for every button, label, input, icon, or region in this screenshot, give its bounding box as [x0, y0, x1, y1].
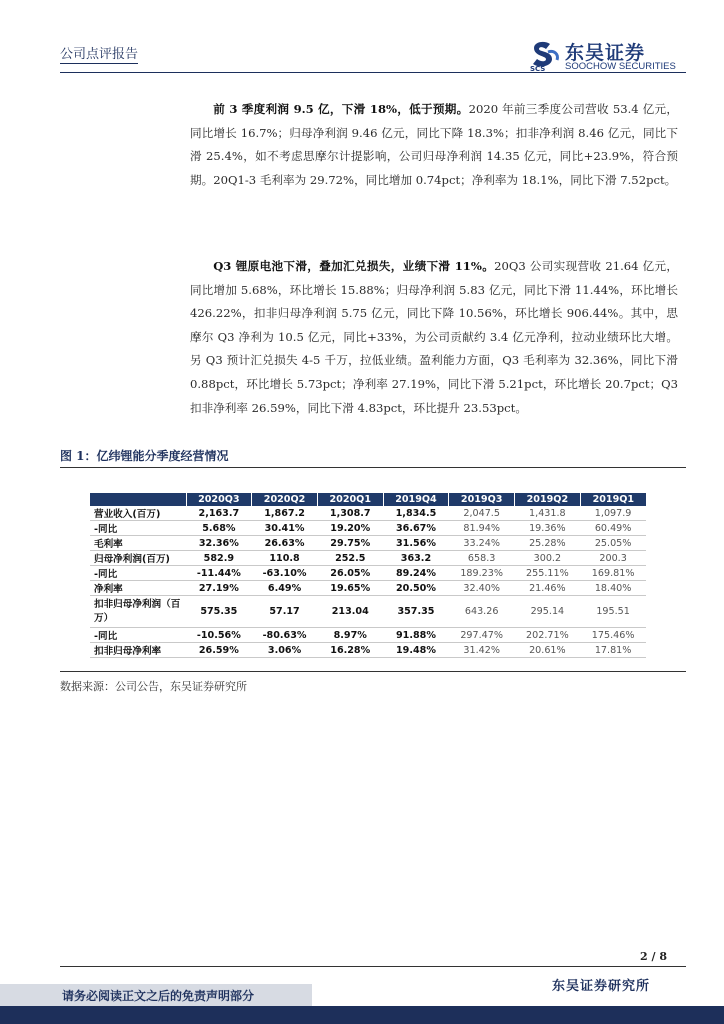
- figure-top-rule: [60, 467, 686, 468]
- table-row: [90, 506, 646, 521]
- table-cell: -11.44%: [186, 566, 252, 581]
- table-cell: 81.94%: [449, 521, 515, 536]
- table-cell: 2,047.5: [449, 506, 515, 521]
- footer-bar: [0, 1006, 724, 1024]
- table-cell: 6.49%: [252, 581, 318, 596]
- table-cell: 30.41%: [252, 521, 318, 536]
- table-cell: 20.61%: [515, 643, 581, 658]
- table-cell: 189.23%: [449, 566, 515, 581]
- table-cell: 26.63%: [252, 536, 318, 551]
- table-cell: 31.42%: [449, 643, 515, 658]
- table-cell: 29.75%: [317, 536, 383, 551]
- table-cell: 295.14: [515, 596, 581, 628]
- table-cell: 175.46%: [580, 628, 646, 643]
- paragraph-body: 20Q3 公司实现营收 21.64 亿元，同比增加 5.68%，环比增长 15.88%；归母净利润 5.83 亿元，同比下滑 11.44%，环比增长 426.22%，扣非归母净利润 5.75 亿元，同比下降 10.56%，环比增长 906.44%。其中，思摩尔 Q3 净利为 10.5 亿元，同比+33%，为公司贡献约 3.4 亿元净利，拉动业绩环比大增。另 Q3 预计汇兑损失 4-5 千万，拉低业绩。盈利能力方面，Q3 毛利率为 32.36%，同比下滑 0.88pct，环比增长 5.73pct；净利率 27.19%，同比下滑 5.21pct，环比增长 20.7pct；Q3 扣非净利率 26.59%，同比下滑 4.83pct，环比提升 23.53pct。: [190, 259, 679, 415]
- figure-caption: 图 1：亿纬锂能分季度经营情况: [60, 449, 229, 463]
- table-cell: 2,163.7: [186, 506, 252, 521]
- table-cell: 3.06%: [252, 643, 318, 658]
- column-header: 2019Q2: [515, 493, 581, 506]
- table-cell: 255.11%: [515, 566, 581, 581]
- paragraph-lead: Q3 锂原电池下滑，叠加汇兑损失，业绩下滑 11%。: [213, 259, 495, 273]
- table-row: [90, 581, 646, 596]
- column-header: 2020Q3: [186, 493, 252, 506]
- table-cell: 169.81%: [580, 566, 646, 581]
- row-label: 营业收入(百万): [90, 506, 186, 521]
- table-cell: 110.8: [252, 551, 318, 566]
- data-source-note: 数据来源：公司公告，东吴证券研究所: [60, 680, 247, 693]
- table-row: [90, 643, 646, 658]
- table-cell: 5.68%: [186, 521, 252, 536]
- row-label: 扣非归母净利润（百万）: [90, 596, 186, 628]
- table-cell: 213.04: [317, 596, 383, 628]
- table-cell: 1,097.9: [580, 506, 646, 521]
- row-label: 净利率: [90, 581, 186, 596]
- table-cell: 643.26: [449, 596, 515, 628]
- table-cell: 297.47%: [449, 628, 515, 643]
- table-header-corner: [90, 493, 186, 506]
- row-label: -同比: [90, 628, 186, 643]
- table-cell: 31.56%: [383, 536, 449, 551]
- paragraph-profit-summary: [190, 98, 678, 192]
- paragraph-body: 2020 年前三季度公司营收 53.4 亿元，同比增长 16.7%；归母净利润 9.46 亿元，同比下降 18.3%；扣非净利润 8.46 亿元，同比下滑 25.4%，如不考虑思摩尔计提影响，公司归母净利润 14.35 亿元，同比+23.9%，符合预期。20Q1-3 毛利率为 29.72%，同比增加 0.74pct；净利率为 18.1%，同比下滑 7.52pct。: [190, 102, 678, 187]
- column-header: 2020Q2: [252, 493, 318, 506]
- table-row: [90, 596, 646, 628]
- table-cell: 18.40%: [580, 581, 646, 596]
- row-label: 毛利率: [90, 536, 186, 551]
- table-cell: 252.5: [317, 551, 383, 566]
- row-label: -同比: [90, 521, 186, 536]
- table-cell: 1,867.2: [252, 506, 318, 521]
- footer-divider: [60, 966, 686, 967]
- table-row: [90, 536, 646, 551]
- logo-english-name: SOOCHOW SECURITIES: [565, 61, 676, 72]
- table-cell: -80.63%: [252, 628, 318, 643]
- table-row: [90, 566, 646, 581]
- table-cell: 8.97%: [317, 628, 383, 643]
- table-cell: 1,308.7: [317, 506, 383, 521]
- table-row: [90, 628, 646, 643]
- table-cell: 20.50%: [383, 581, 449, 596]
- table-cell: 17.81%: [580, 643, 646, 658]
- table-cell: 16.28%: [317, 643, 383, 658]
- table-cell: 25.28%: [515, 536, 581, 551]
- paragraph-q3-summary: [190, 255, 678, 420]
- column-header: 2019Q4: [383, 493, 449, 506]
- table-cell: 19.36%: [515, 521, 581, 536]
- table-cell: -10.56%: [186, 628, 252, 643]
- table-cell: 300.2: [515, 551, 581, 566]
- column-header: 2019Q1: [580, 493, 646, 506]
- table-cell: 32.40%: [449, 581, 515, 596]
- table-cell: 202.71%: [515, 628, 581, 643]
- table-cell: 363.2: [383, 551, 449, 566]
- table-cell: 21.46%: [515, 581, 581, 596]
- paragraph-lead: 前 3 季度利润 9.5 亿，下滑 18%，低于预期。: [213, 102, 469, 116]
- table-cell: 26.05%: [317, 566, 383, 581]
- table-row: [90, 521, 646, 536]
- table-header-row: [90, 493, 646, 506]
- figure-bottom-rule: [60, 671, 686, 672]
- table-cell: 26.59%: [186, 643, 252, 658]
- row-label: 归母净利润(百万): [90, 551, 186, 566]
- table-cell: 1,431.8: [515, 506, 581, 521]
- header-divider: [60, 72, 686, 73]
- table-cell: 25.05%: [580, 536, 646, 551]
- table-cell: 357.35: [383, 596, 449, 628]
- table-row: [90, 551, 646, 566]
- table-cell: -63.10%: [252, 566, 318, 581]
- table-cell: 19.65%: [317, 581, 383, 596]
- soochow-logo-icon: [528, 38, 562, 72]
- report-type-label: 公司点评报告: [60, 43, 138, 64]
- table-cell: 658.3: [449, 551, 515, 566]
- logo-chinese-name: 东吴证券: [565, 42, 646, 64]
- row-label: 扣非归母净利率: [90, 643, 186, 658]
- table-cell: 582.9: [186, 551, 252, 566]
- table-cell: 91.88%: [383, 628, 449, 643]
- company-logo: [528, 38, 678, 74]
- disclaimer-text: 请务必阅读正文之后的免责声明部分: [62, 989, 255, 1003]
- column-header: 2019Q3: [449, 493, 515, 506]
- table-cell: 33.24%: [449, 536, 515, 551]
- table-cell: 575.35: [186, 596, 252, 628]
- column-header: 2020Q1: [317, 493, 383, 506]
- table-cell: 57.17: [252, 596, 318, 628]
- table-cell: 1,834.5: [383, 506, 449, 521]
- table-cell: 19.20%: [317, 521, 383, 536]
- quarterly-results-table: [90, 493, 646, 658]
- page-number: 2 / 8: [640, 950, 667, 963]
- table-cell: 195.51: [580, 596, 646, 628]
- row-label: -同比: [90, 566, 186, 581]
- logo-mark: SCS: [530, 65, 546, 72]
- table-cell: 19.48%: [383, 643, 449, 658]
- table-cell: 60.49%: [580, 521, 646, 536]
- table-cell: 89.24%: [383, 566, 449, 581]
- table-cell: 27.19%: [186, 581, 252, 596]
- table-cell: 36.67%: [383, 521, 449, 536]
- footer-brand: 东吴证券研究所: [552, 979, 651, 994]
- table-cell: 200.3: [580, 551, 646, 566]
- table-cell: 32.36%: [186, 536, 252, 551]
